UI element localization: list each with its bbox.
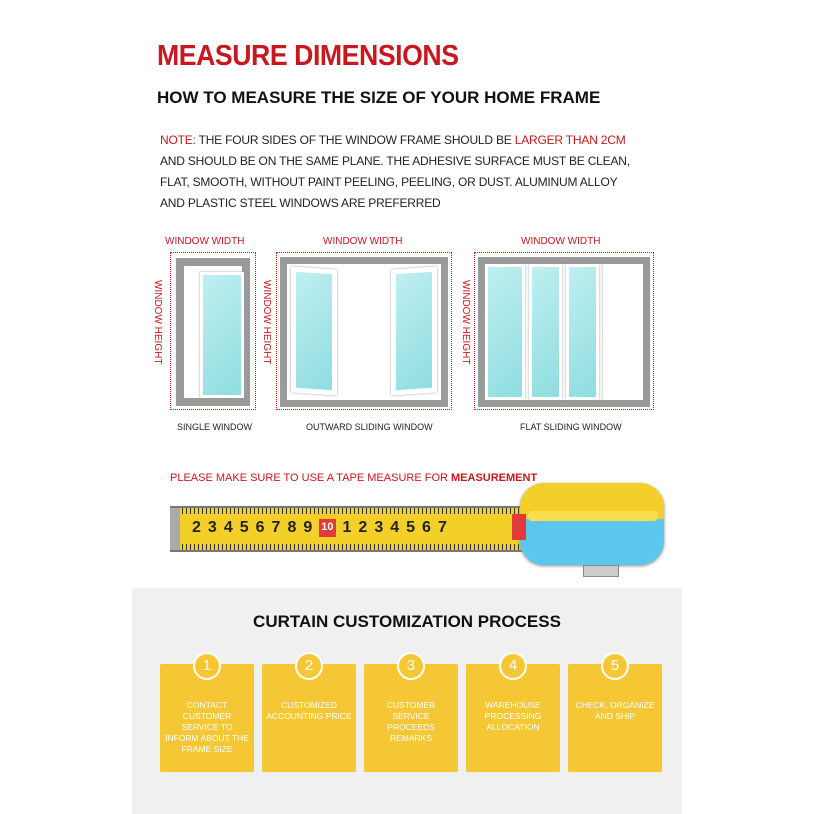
window-height-label: WINDOW HEIGHT [261, 280, 272, 365]
step-text: CONTACT CUSTOMER SERVICE TO INFORM ABOUT THE FRAME SIZE [165, 700, 249, 754]
page-title: MEASURE DIMENSIONS [157, 40, 459, 72]
tape-case [520, 483, 664, 565]
step-text: CUSTOMER SERVICE PROCEEDS REMARKS [386, 700, 436, 743]
tape-ticks-top [170, 508, 530, 514]
step-number: 1 [193, 652, 221, 680]
step-text: CUSTOMIZED ACCOUNTING PRICE [266, 700, 352, 721]
window-width-label: WINDOW WIDTH [323, 236, 403, 247]
tape-digit: 6 [422, 519, 431, 536]
step-number: 3 [397, 652, 425, 680]
glass-pane [203, 275, 241, 395]
open-pane [603, 264, 643, 400]
window-caption: OUTWARD SLIDING WINDOW [306, 422, 433, 432]
tape-digit: 4 [223, 519, 233, 536]
tape-clip [583, 565, 619, 577]
window-width-label: WINDOW WIDTH [521, 236, 601, 247]
glass-pane [485, 264, 525, 400]
tape-digit: 10 [319, 519, 335, 537]
tape-blade [170, 506, 530, 552]
tape-hook [170, 508, 180, 550]
glass-pane [566, 264, 599, 400]
step-text: CHECK, ORGANIZE AND SHIP [575, 700, 655, 721]
step-number: 4 [499, 652, 527, 680]
tape-ticks-bottom [170, 544, 530, 550]
tape-digit: 8 [287, 519, 297, 536]
tape-digit: 3 [207, 519, 217, 536]
step-number: 5 [601, 652, 629, 680]
tape-digit: 5 [239, 519, 249, 536]
tape-case-bottom [520, 519, 664, 565]
tape-case-rim [528, 511, 658, 521]
process-title: CURTAIN CUSTOMIZATION PROCESS [253, 612, 561, 631]
process-step [160, 657, 254, 772]
window-height-label: WINDOW HEIGHT [152, 280, 163, 365]
glass-pane [396, 272, 432, 391]
flat-window-frame [478, 257, 650, 407]
tape-lock [512, 514, 526, 540]
process-step [568, 657, 662, 772]
window-height-label: WINDOW HEIGHT [460, 280, 471, 365]
tape-note-prefix: PLEASE MAKE SURE TO USE A TAPE MEASURE FOR [170, 472, 451, 484]
tape-digit: 1 [342, 519, 352, 536]
process-panel [132, 588, 682, 814]
tape-digit: 4 [390, 519, 400, 536]
tape-digit: 9 [303, 519, 313, 536]
tape-digit: 2 [358, 519, 368, 536]
note-text-1: THE FOUR SIDES OF THE WINDOW FRAME SHOULD BE [195, 133, 515, 147]
glass-pane [296, 272, 332, 391]
tape-digit: 3 [374, 519, 384, 536]
tape-digits [192, 519, 447, 537]
tape-note [170, 472, 537, 484]
tape-digit: 7 [437, 519, 447, 536]
page-subtitle: HOW TO MEASURE THE SIZE OF YOUR HOME FRAME [157, 88, 601, 107]
glass-pane [529, 264, 562, 400]
outward-window-frame [280, 257, 448, 407]
tape-digit: 2 [192, 519, 201, 536]
process-step [466, 657, 560, 772]
tape-note-bold: MEASUREMENT [451, 472, 538, 484]
window-width-label: WINDOW WIDTH [165, 236, 245, 247]
note-highlight: LARGER THAN 2CM [514, 133, 626, 147]
tape-digit: 7 [271, 519, 281, 536]
tape-digit: 5 [406, 519, 416, 536]
note-text-2: AND SHOULD BE ON THE SAME PLANE. THE ADHESIVE SURFACE MUST BE CLEAN, FLAT, SMOOTH, WITHOUT PAINT PEELING, PEELING, OR DUST. ALUMINUM ALLOY AND PLASTIC STEEL WINDOWS ARE PREFERRED [160, 154, 630, 210]
step-number: 2 [295, 652, 323, 680]
process-step [364, 657, 458, 772]
window-caption: SINGLE WINDOW [177, 422, 253, 432]
note-paragraph [160, 130, 630, 214]
step-text: WAREHOUSE PROCESSING ALLOCATION [484, 700, 542, 732]
note-label: NOTE: [160, 133, 196, 147]
tape-digit: 6 [255, 519, 265, 536]
window-caption: FLAT SLIDING WINDOW [520, 422, 622, 432]
process-step [262, 657, 356, 772]
single-window-frame [176, 258, 250, 406]
